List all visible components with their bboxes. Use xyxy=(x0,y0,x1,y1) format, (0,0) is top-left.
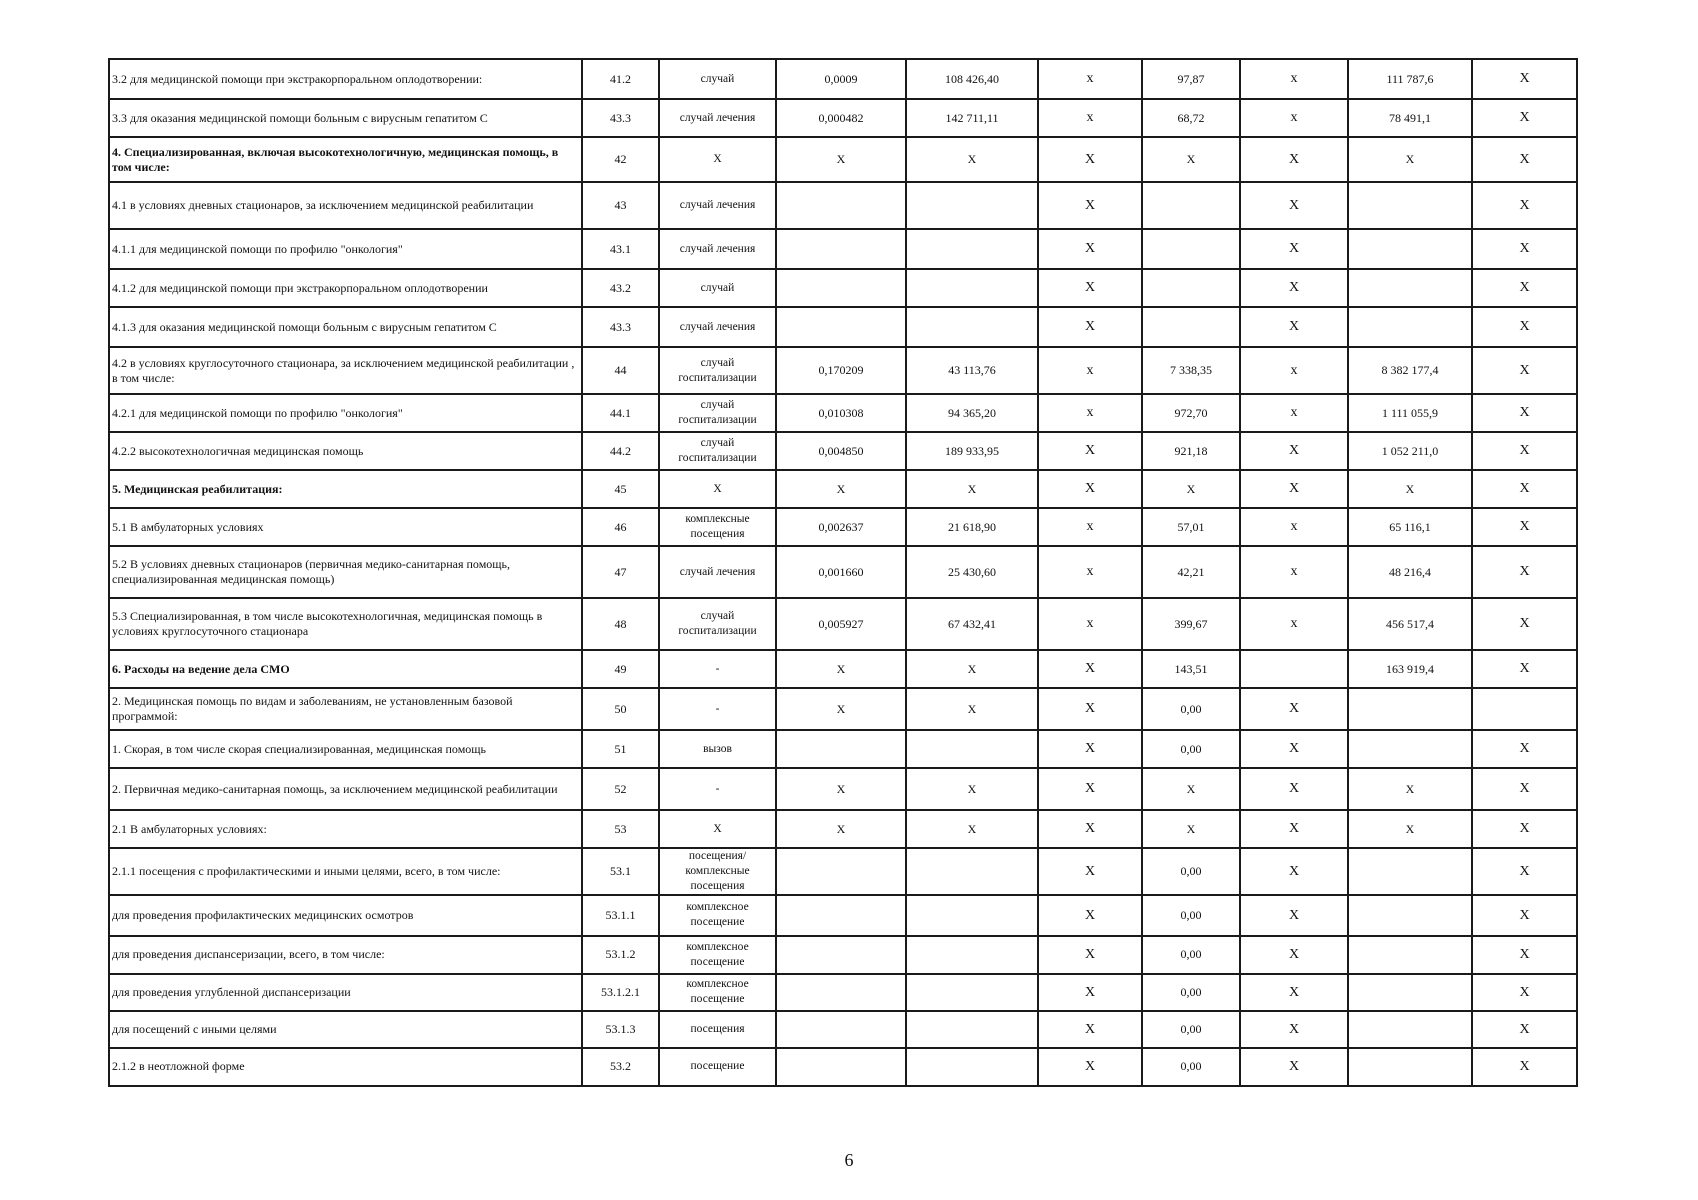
value-cell-5: Х xyxy=(1240,229,1348,269)
value-cell-4: 0,00 xyxy=(1142,848,1240,895)
value-cell-6 xyxy=(1348,1048,1472,1086)
value-cell-2: Х xyxy=(906,768,1038,810)
unit-cell: случай лечения xyxy=(659,307,776,347)
value-cell-5: х xyxy=(1240,347,1348,394)
value-cell-2: Х xyxy=(906,810,1038,848)
unit-cell: вызов xyxy=(659,730,776,768)
value-cell-6: Х xyxy=(1348,768,1472,810)
value-cell-2 xyxy=(906,974,1038,1011)
value-cell-6: 78 491,1 xyxy=(1348,99,1472,137)
row-name-cell: 4.2.2 высокотехнологичная медицинская помощь xyxy=(109,432,582,470)
value-cell-1: Х xyxy=(776,470,906,508)
row-name-cell: для проведения профилактических медицинских осмотров xyxy=(109,895,582,936)
row-name-cell: 5.1 В амбулаторных условиях xyxy=(109,508,582,546)
value-cell-1: 0,002637 xyxy=(776,508,906,546)
unit-cell: посещения xyxy=(659,1011,776,1048)
value-cell-4: Х xyxy=(1142,768,1240,810)
value-cell-4 xyxy=(1142,182,1240,229)
value-cell-7: Х xyxy=(1472,307,1577,347)
row-name-cell: 4.2 в условиях круглосуточного стационара, за исключением медицинской реабилитации , в том числе: xyxy=(109,347,582,394)
unit-cell: - xyxy=(659,688,776,730)
value-cell-7: Х xyxy=(1472,810,1577,848)
value-cell-3: х xyxy=(1038,546,1142,598)
table-row xyxy=(109,650,1577,688)
value-cell-4: Х xyxy=(1142,137,1240,182)
value-cell-7: Х xyxy=(1472,848,1577,895)
value-cell-4 xyxy=(1142,229,1240,269)
unit-cell: случай госпитализации xyxy=(659,598,776,650)
table-row xyxy=(109,810,1577,848)
value-cell-3: Х xyxy=(1038,470,1142,508)
value-cell-5: Х xyxy=(1240,269,1348,307)
table-row xyxy=(109,598,1577,650)
row-name-cell: 2. Медицинская помощь по видам и заболеваниям, не установленным базовой программой: xyxy=(109,688,582,730)
value-cell-3: Х xyxy=(1038,650,1142,688)
value-cell-4: 97,87 xyxy=(1142,59,1240,99)
value-cell-3: х xyxy=(1038,598,1142,650)
table-row xyxy=(109,394,1577,432)
value-cell-6: Х xyxy=(1348,137,1472,182)
unit-cell: комплексные посещения xyxy=(659,508,776,546)
table-row xyxy=(109,307,1577,347)
value-cell-2 xyxy=(906,730,1038,768)
value-cell-5: Х xyxy=(1240,182,1348,229)
value-cell-7: Х xyxy=(1472,394,1577,432)
unit-cell: случай госпитализации xyxy=(659,347,776,394)
value-cell-6: Х xyxy=(1348,470,1472,508)
tariff-table xyxy=(108,58,1578,1087)
value-cell-1 xyxy=(776,269,906,307)
value-cell-2 xyxy=(906,1011,1038,1048)
unit-cell: случай госпитализации xyxy=(659,432,776,470)
value-cell-2: Х xyxy=(906,650,1038,688)
value-cell-6: 65 116,1 xyxy=(1348,508,1472,546)
value-cell-3: Х xyxy=(1038,1048,1142,1086)
value-cell-1: Х xyxy=(776,688,906,730)
value-cell-7: Х xyxy=(1472,99,1577,137)
row-name-cell: 2.1.1 посещения с профилактическими и иными целями, всего, в том числе: xyxy=(109,848,582,895)
value-cell-6: 48 216,4 xyxy=(1348,546,1472,598)
row-number-cell: 51 xyxy=(582,730,659,768)
row-name-cell: 5. Медицинская реабилитация: xyxy=(109,470,582,508)
value-cell-2 xyxy=(906,936,1038,974)
row-number-cell: 46 xyxy=(582,508,659,546)
table-row xyxy=(109,432,1577,470)
value-cell-1: Х xyxy=(776,650,906,688)
row-number-cell: 48 xyxy=(582,598,659,650)
row-name-cell: 4.1 в условиях дневных стационаров, за исключением медицинской реабилитации xyxy=(109,182,582,229)
value-cell-1: Х xyxy=(776,768,906,810)
unit-cell: комплексное посещение xyxy=(659,936,776,974)
unit-cell: случай xyxy=(659,59,776,99)
value-cell-3: х xyxy=(1038,59,1142,99)
value-cell-5: х xyxy=(1240,59,1348,99)
table-row xyxy=(109,1048,1577,1086)
page-number: 6 xyxy=(844,1150,854,1170)
row-number-cell: 53.1.2.1 xyxy=(582,974,659,1011)
value-cell-6 xyxy=(1348,182,1472,229)
value-cell-5 xyxy=(1240,650,1348,688)
value-cell-3: Х xyxy=(1038,768,1142,810)
row-number-cell: 42 xyxy=(582,137,659,182)
value-cell-2 xyxy=(906,182,1038,229)
row-number-cell: 44.2 xyxy=(582,432,659,470)
value-cell-5: Х xyxy=(1240,936,1348,974)
unit-cell: - xyxy=(659,650,776,688)
value-cell-6 xyxy=(1348,730,1472,768)
value-cell-1 xyxy=(776,307,906,347)
value-cell-6: 163 919,4 xyxy=(1348,650,1472,688)
value-cell-6 xyxy=(1348,1011,1472,1048)
value-cell-4 xyxy=(1142,269,1240,307)
value-cell-4: 921,18 xyxy=(1142,432,1240,470)
value-cell-5: Х xyxy=(1240,137,1348,182)
unit-cell: комплексное посещение xyxy=(659,974,776,1011)
value-cell-7: Х xyxy=(1472,598,1577,650)
row-number-cell: 53.1.2 xyxy=(582,936,659,974)
table-row xyxy=(109,508,1577,546)
value-cell-3: Х xyxy=(1038,936,1142,974)
value-cell-4: 57,01 xyxy=(1142,508,1240,546)
value-cell-7: Х xyxy=(1472,1048,1577,1086)
value-cell-1: 0,004850 xyxy=(776,432,906,470)
value-cell-1: 0,010308 xyxy=(776,394,906,432)
value-cell-5: Х xyxy=(1240,688,1348,730)
value-cell-5: х xyxy=(1240,508,1348,546)
row-name-cell: 4.2.1 для медицинской помощи по профилю "онкология" xyxy=(109,394,582,432)
value-cell-5: Х xyxy=(1240,768,1348,810)
value-cell-4: 0,00 xyxy=(1142,895,1240,936)
value-cell-4: 0,00 xyxy=(1142,974,1240,1011)
value-cell-5: Х xyxy=(1240,974,1348,1011)
unit-cell: посещения/комплексные посещения xyxy=(659,848,776,895)
value-cell-4: 972,70 xyxy=(1142,394,1240,432)
table-row xyxy=(109,768,1577,810)
value-cell-3: Х xyxy=(1038,432,1142,470)
value-cell-5: Х xyxy=(1240,470,1348,508)
unit-cell: случай xyxy=(659,269,776,307)
value-cell-6: 456 517,4 xyxy=(1348,598,1472,650)
row-name-cell: 5.2 В условиях дневных стационаров (первичная медико-санитарная помощь, специализированная медицинская помощь) xyxy=(109,546,582,598)
row-number-cell: 53.1.1 xyxy=(582,895,659,936)
row-name-cell: 2.1.2 в неотложной форме xyxy=(109,1048,582,1086)
row-number-cell: 44.1 xyxy=(582,394,659,432)
row-name-cell: для проведения диспансеризации, всего, в том числе: xyxy=(109,936,582,974)
value-cell-1: Х xyxy=(776,810,906,848)
row-number-cell: 44 xyxy=(582,347,659,394)
value-cell-7: Х xyxy=(1472,936,1577,974)
row-name-cell: 4.1.3 для оказания медицинской помощи больным с вирусным гепатитом С xyxy=(109,307,582,347)
unit-cell: случай госпитализации xyxy=(659,394,776,432)
value-cell-7: Х xyxy=(1472,229,1577,269)
table-row xyxy=(109,269,1577,307)
value-cell-4: 0,00 xyxy=(1142,688,1240,730)
row-number-cell: 53.1 xyxy=(582,848,659,895)
value-cell-2: 108 426,40 xyxy=(906,59,1038,99)
value-cell-3: х xyxy=(1038,347,1142,394)
row-name-cell: 4.1.1 для медицинской помощи по профилю "онкология" xyxy=(109,229,582,269)
value-cell-1: 0,001660 xyxy=(776,546,906,598)
table-row xyxy=(109,470,1577,508)
value-cell-2: Х xyxy=(906,137,1038,182)
value-cell-3: Х xyxy=(1038,182,1142,229)
unit-cell: посещение xyxy=(659,1048,776,1086)
unit-cell: - xyxy=(659,768,776,810)
value-cell-4: 0,00 xyxy=(1142,936,1240,974)
value-cell-7: Х xyxy=(1472,768,1577,810)
unit-cell: случай лечения xyxy=(659,546,776,598)
value-cell-6 xyxy=(1348,895,1472,936)
value-cell-4: 68,72 xyxy=(1142,99,1240,137)
value-cell-6: Х xyxy=(1348,810,1472,848)
value-cell-1: Х xyxy=(776,137,906,182)
row-name-cell: для посещений с иными целями xyxy=(109,1011,582,1048)
value-cell-6: 1 111 055,9 xyxy=(1348,394,1472,432)
table-row xyxy=(109,347,1577,394)
value-cell-4: 0,00 xyxy=(1142,1048,1240,1086)
row-number-cell: 49 xyxy=(582,650,659,688)
value-cell-7: Х xyxy=(1472,59,1577,99)
value-cell-4: 0,00 xyxy=(1142,1011,1240,1048)
value-cell-6 xyxy=(1348,688,1472,730)
row-number-cell: 43.1 xyxy=(582,229,659,269)
value-cell-2: 189 933,95 xyxy=(906,432,1038,470)
value-cell-5: Х xyxy=(1240,730,1348,768)
unit-cell: случай лечения xyxy=(659,229,776,269)
unit-cell: комплексное посещение xyxy=(659,895,776,936)
value-cell-7: Х xyxy=(1472,546,1577,598)
value-cell-3: Х xyxy=(1038,974,1142,1011)
value-cell-2: 142 711,11 xyxy=(906,99,1038,137)
row-number-cell: 41.2 xyxy=(582,59,659,99)
value-cell-1: 0,170209 xyxy=(776,347,906,394)
value-cell-7: Х xyxy=(1472,508,1577,546)
row-number-cell: 43.2 xyxy=(582,269,659,307)
value-cell-7: Х xyxy=(1472,895,1577,936)
unit-cell: случай лечения xyxy=(659,99,776,137)
value-cell-4: 0,00 xyxy=(1142,730,1240,768)
value-cell-6: 1 052 211,0 xyxy=(1348,432,1472,470)
value-cell-2: 67 432,41 xyxy=(906,598,1038,650)
value-cell-5: х xyxy=(1240,394,1348,432)
value-cell-1 xyxy=(776,936,906,974)
value-cell-3: Х xyxy=(1038,895,1142,936)
row-number-cell: 53.2 xyxy=(582,1048,659,1086)
value-cell-2 xyxy=(906,269,1038,307)
value-cell-7: Х xyxy=(1472,182,1577,229)
value-cell-3: Х xyxy=(1038,688,1142,730)
value-cell-5: х xyxy=(1240,546,1348,598)
value-cell-2 xyxy=(906,895,1038,936)
value-cell-3: Х xyxy=(1038,229,1142,269)
value-cell-4: Х xyxy=(1142,810,1240,848)
table-row xyxy=(109,1011,1577,1048)
row-name-cell: 3.3 для оказания медицинской помощи больным с вирусным гепатитом С xyxy=(109,99,582,137)
value-cell-3: Х xyxy=(1038,1011,1142,1048)
value-cell-3: Х xyxy=(1038,810,1142,848)
row-name-cell: 4. Специализированная, включая высокотехнологичную, медицинская помощь, в том числе: xyxy=(109,137,582,182)
table-row xyxy=(109,229,1577,269)
table-row xyxy=(109,688,1577,730)
value-cell-5: Х xyxy=(1240,432,1348,470)
value-cell-1: 0,005927 xyxy=(776,598,906,650)
value-cell-6 xyxy=(1348,848,1472,895)
table-row xyxy=(109,895,1577,936)
value-cell-4: Х xyxy=(1142,470,1240,508)
value-cell-7: Х xyxy=(1472,1011,1577,1048)
row-name-cell: 5.3 Специализированная, в том числе высокотехнологичная, медицинская помощь в условиях круглосуточного стационара xyxy=(109,598,582,650)
row-number-cell: 50 xyxy=(582,688,659,730)
row-number-cell: 53.1.3 xyxy=(582,1011,659,1048)
value-cell-6: 8 382 177,4 xyxy=(1348,347,1472,394)
value-cell-5: Х xyxy=(1240,307,1348,347)
value-cell-1 xyxy=(776,1011,906,1048)
value-cell-7: Х xyxy=(1472,650,1577,688)
value-cell-5: Х xyxy=(1240,848,1348,895)
unit-cell: Х xyxy=(659,137,776,182)
value-cell-2: 21 618,90 xyxy=(906,508,1038,546)
table-row xyxy=(109,546,1577,598)
value-cell-3: Х xyxy=(1038,269,1142,307)
row-number-cell: 53 xyxy=(582,810,659,848)
value-cell-2: 43 113,76 xyxy=(906,347,1038,394)
value-cell-7: Х xyxy=(1472,432,1577,470)
row-number-cell: 43 xyxy=(582,182,659,229)
table-row xyxy=(109,974,1577,1011)
row-name-cell: 4.1.2 для медицинской помощи при экстракорпоральном оплодотворении xyxy=(109,269,582,307)
value-cell-7: Х xyxy=(1472,974,1577,1011)
value-cell-2 xyxy=(906,1048,1038,1086)
table-row xyxy=(109,99,1577,137)
value-cell-1: 0,0009 xyxy=(776,59,906,99)
table-row xyxy=(109,182,1577,229)
value-cell-2: 94 365,20 xyxy=(906,394,1038,432)
value-cell-7: Х xyxy=(1472,730,1577,768)
value-cell-5: х xyxy=(1240,598,1348,650)
value-cell-2 xyxy=(906,229,1038,269)
table-row xyxy=(109,59,1577,99)
value-cell-2: 25 430,60 xyxy=(906,546,1038,598)
value-cell-7: Х xyxy=(1472,137,1577,182)
value-cell-1 xyxy=(776,1048,906,1086)
value-cell-4: 42,21 xyxy=(1142,546,1240,598)
value-cell-3: Х xyxy=(1038,137,1142,182)
value-cell-3: Х xyxy=(1038,730,1142,768)
row-name-cell: 3.2 для медицинской помощи при экстракорпоральном оплодотворении: xyxy=(109,59,582,99)
value-cell-4: 399,67 xyxy=(1142,598,1240,650)
value-cell-6 xyxy=(1348,307,1472,347)
value-cell-4: 7 338,35 xyxy=(1142,347,1240,394)
row-number-cell: 43.3 xyxy=(582,307,659,347)
value-cell-3: Х xyxy=(1038,307,1142,347)
value-cell-5: х xyxy=(1240,99,1348,137)
value-cell-6 xyxy=(1348,229,1472,269)
value-cell-4: 143,51 xyxy=(1142,650,1240,688)
value-cell-2 xyxy=(906,307,1038,347)
unit-cell: Х xyxy=(659,810,776,848)
value-cell-3: х xyxy=(1038,99,1142,137)
row-number-cell: 45 xyxy=(582,470,659,508)
value-cell-2 xyxy=(906,848,1038,895)
value-cell-5: Х xyxy=(1240,1048,1348,1086)
row-number-cell: 52 xyxy=(582,768,659,810)
value-cell-6 xyxy=(1348,936,1472,974)
value-cell-2: Х xyxy=(906,470,1038,508)
value-cell-7: Х xyxy=(1472,470,1577,508)
row-name-cell: 6. Расходы на ведение дела СМО xyxy=(109,650,582,688)
table-row xyxy=(109,137,1577,182)
value-cell-1 xyxy=(776,229,906,269)
value-cell-1: 0,000482 xyxy=(776,99,906,137)
value-cell-5: Х xyxy=(1240,895,1348,936)
value-cell-2: Х xyxy=(906,688,1038,730)
row-name-cell: для проведения углубленной диспансеризации xyxy=(109,974,582,1011)
value-cell-6 xyxy=(1348,974,1472,1011)
unit-cell: случай лечения xyxy=(659,182,776,229)
value-cell-1 xyxy=(776,730,906,768)
row-name-cell: 1. Скорая, в том числе скорая специализированная, медицинская помощь xyxy=(109,730,582,768)
value-cell-7 xyxy=(1472,688,1577,730)
row-name-cell: 2.1 В амбулаторных условиях: xyxy=(109,810,582,848)
table-row xyxy=(109,936,1577,974)
value-cell-1 xyxy=(776,895,906,936)
value-cell-5: Х xyxy=(1240,810,1348,848)
value-cell-7: Х xyxy=(1472,347,1577,394)
row-name-cell: 2. Первичная медико-санитарная помощь, за исключением медицинской реабилитации xyxy=(109,768,582,810)
value-cell-1 xyxy=(776,182,906,229)
value-cell-1 xyxy=(776,848,906,895)
value-cell-6 xyxy=(1348,269,1472,307)
row-number-cell: 43.3 xyxy=(582,99,659,137)
row-number-cell: 47 xyxy=(582,546,659,598)
value-cell-7: Х xyxy=(1472,269,1577,307)
table-row xyxy=(109,730,1577,768)
value-cell-3: х xyxy=(1038,394,1142,432)
table-row xyxy=(109,848,1577,895)
value-cell-6: 111 787,6 xyxy=(1348,59,1472,99)
value-cell-3: Х xyxy=(1038,848,1142,895)
unit-cell: Х xyxy=(659,470,776,508)
value-cell-4 xyxy=(1142,307,1240,347)
value-cell-5: Х xyxy=(1240,1011,1348,1048)
value-cell-1 xyxy=(776,974,906,1011)
value-cell-3: х xyxy=(1038,508,1142,546)
